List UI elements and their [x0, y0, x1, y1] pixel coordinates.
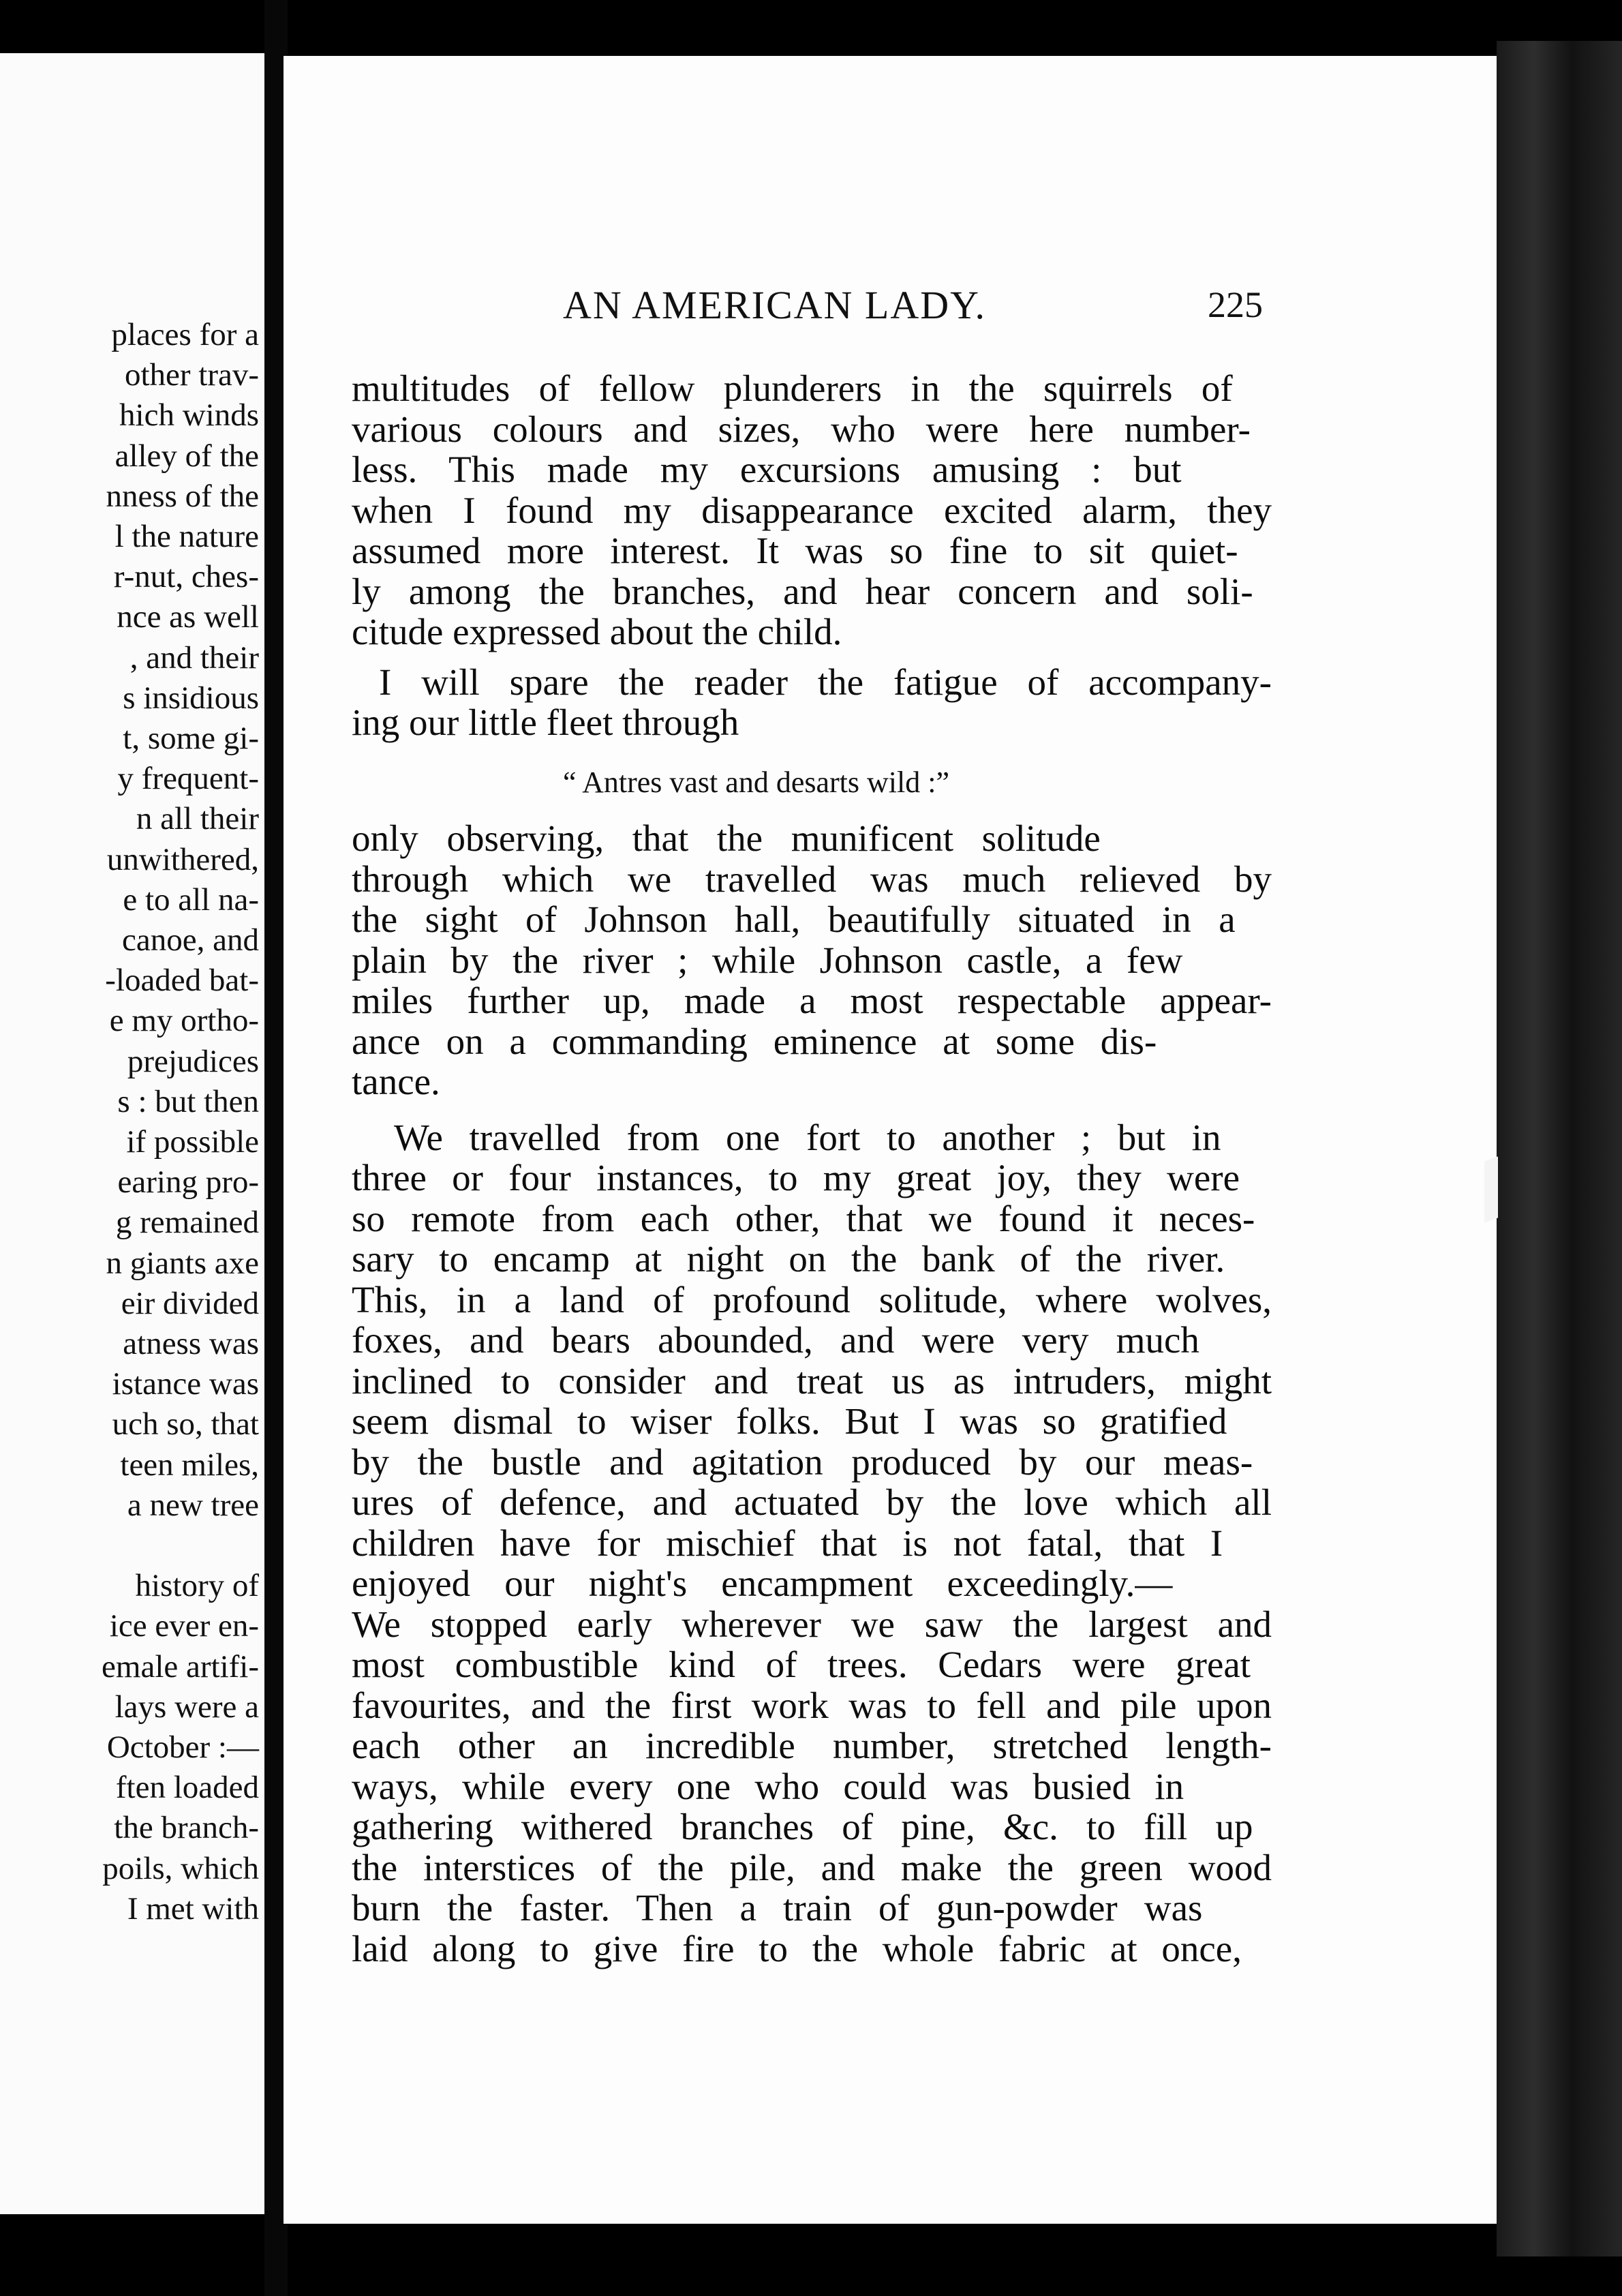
left-page-line: lays were a: [114, 1689, 259, 1725]
left-page-line: e my ortho-: [109, 1003, 259, 1039]
left-page-line: y frequent-: [117, 761, 259, 797]
body-text-line: by the bustle and agitation produced by our meas-: [352, 1440, 1253, 1483]
body-text-line: foxes, and bears abounded, and were very much: [352, 1319, 1199, 1361]
body-text-line: citude expressed about the child.: [352, 611, 842, 652]
left-page-line: prejudices: [127, 1043, 259, 1079]
body-text-line: only observing, that the munificent solitude: [352, 817, 1101, 859]
left-page-line: earing pro-: [117, 1164, 259, 1200]
left-page-line: e to all na-: [123, 881, 259, 918]
left-page-line: unwithered,: [106, 841, 259, 877]
body-text-line: three or four instances, to my great joy, they were: [352, 1157, 1240, 1198]
left-page-line: hich winds: [119, 397, 259, 434]
body-text-line: gathering withered branches of pine, &c. to fill up: [352, 1806, 1253, 1847]
left-page-line: s : but then: [117, 1083, 259, 1119]
body-text-line: seem dismal to wiser folks. But I was so gratified: [352, 1400, 1227, 1442]
left-page-line: r-nut, ches-: [113, 559, 259, 595]
left-page-line: I met with: [127, 1890, 259, 1927]
left-page-line: istance was: [112, 1366, 259, 1402]
body-text-line: I will spare the reader the fatigue of accompany-: [379, 661, 1272, 703]
left-page-line: emale artifi-: [102, 1648, 259, 1685]
body-text-line: favourites, and the first work was to fell and pile upon: [352, 1684, 1272, 1726]
right-page: [284, 56, 1497, 2224]
left-page-line: uch so, that: [112, 1406, 259, 1442]
left-page-line: other trav-: [124, 357, 259, 393]
left-page-line: t, some gi-: [123, 721, 259, 756]
body-text-line: We travelled from one fort to another ; but in: [394, 1116, 1221, 1158]
body-text-line: when I found my disappearance excited alarm, they: [352, 489, 1272, 531]
left-page-line: nness of the: [106, 478, 259, 514]
body-text-line: the interstices of the pile, and make the green wood: [352, 1846, 1272, 1888]
body-text-line: ing our little fleet through: [352, 701, 739, 743]
body-text-line: less. This made my excursions amusing : but: [352, 449, 1182, 490]
left-page-line: ice ever en-: [109, 1608, 259, 1644]
body-text-line: miles further up, made a most respectable appear-: [352, 980, 1272, 1021]
body-text-line: ly among the branches, and hear concern and soli-: [352, 570, 1253, 612]
left-page-line: -loaded bat-: [105, 963, 259, 999]
left-page-line: poils, which: [102, 1850, 259, 1886]
left-page-line: , and their: [129, 639, 259, 676]
body-text-line: multitudes of fellow plunderers in the squirrels of: [352, 367, 1233, 409]
body-text-line: laid along to give fire to the whole fabric at once,: [352, 1927, 1242, 1969]
edge-tab-mark: [1484, 1156, 1498, 1222]
body-text-line: most combustible kind of trees. Cedars were great: [352, 1644, 1251, 1685]
left-page-line: history of: [135, 1568, 259, 1604]
body-text-line: ures of defence, and actuated by the love which all: [352, 1481, 1272, 1523]
body-text-line: plain by the river ; while Johnson castle, a few: [352, 939, 1183, 981]
left-page-line: s insidious: [123, 680, 259, 716]
body-text-line: children have for mischief that is not fatal, that I: [352, 1522, 1223, 1564]
left-page-line: n giants axe: [106, 1245, 259, 1281]
body-text-line: so remote from each other, that we found it neces-: [352, 1197, 1255, 1239]
left-page-line: teen miles,: [120, 1447, 259, 1483]
body-text-line: through which we travelled was much relieved by: [352, 858, 1272, 900]
left-page-line: if possible: [126, 1124, 259, 1160]
body-text-line: ways, while every one who could was busied in: [352, 1765, 1184, 1807]
left-page-line: atness was: [123, 1326, 259, 1361]
body-text-line: assumed more interest. It was so fine to sit quiet-: [352, 530, 1238, 571]
left-page-line: the branch-: [114, 1810, 259, 1846]
body-text-line: This, in a land of profound solitude, where wolves,: [352, 1278, 1272, 1320]
left-page-line: October :—: [106, 1729, 259, 1765]
running-head: AN AMERICAN LADY.: [563, 283, 987, 327]
body-text-line: burn the faster. Then a train of gun-powder was: [352, 1887, 1203, 1929]
body-text-line: We stopped early wherever we saw the largest and: [352, 1603, 1272, 1645]
body-text-line: the sight of Johnson hall, beautifully situated in a: [352, 898, 1236, 940]
body-text-line: sary to encamp at night on the bank of the river.: [352, 1238, 1225, 1280]
body-text-line: various colours and sizes, who were here number-: [352, 408, 1251, 450]
page-block-edge: [1497, 41, 1622, 2256]
body-text-line: inclined to consider and treat us as intruders, might: [352, 1359, 1272, 1402]
left-page-line: l the nature: [114, 519, 259, 554]
body-text-line: each other an incredible number, stretched length-: [352, 1725, 1272, 1766]
left-page-line: canoe, and: [122, 922, 259, 958]
left-page-line: n all their: [136, 801, 259, 837]
body-text-line: ance on a commanding eminence at some dis-: [352, 1020, 1157, 1062]
left-page-line: a new tree: [127, 1487, 259, 1523]
body-text-line: enjoyed our night's encampment exceedingly.—: [352, 1562, 1173, 1604]
body-text-line: tance.: [352, 1061, 440, 1102]
left-facing-page: [0, 53, 264, 2214]
page-number: 225: [1208, 284, 1263, 325]
left-page-line: ften loaded: [115, 1770, 259, 1806]
quotation: “ Antres vast and desarts wild :”: [563, 766, 949, 799]
left-page-line: eir divided: [121, 1285, 259, 1321]
left-page-line: g remained: [115, 1205, 259, 1241]
left-page-line: alley of the: [114, 438, 259, 474]
left-page-line: places for a: [111, 317, 259, 352]
left-page-line: nce as well: [117, 599, 259, 635]
